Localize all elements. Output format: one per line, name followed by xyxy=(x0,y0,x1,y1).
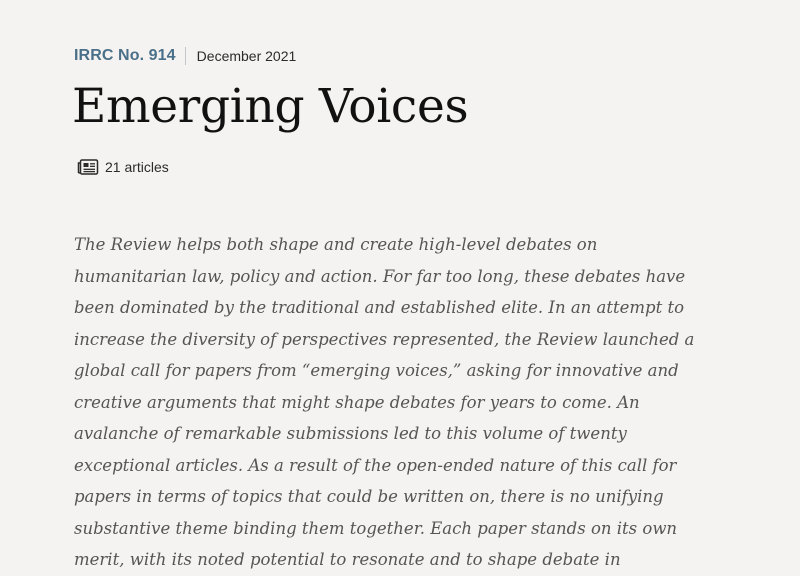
meta-divider xyxy=(185,47,186,65)
articles-count-row xyxy=(77,156,169,178)
issue-number-link[interactable]: IRRC No. 914 xyxy=(74,47,176,64)
newspaper-icon xyxy=(77,159,99,175)
page-title: Emerging Voices xyxy=(72,79,469,134)
issue-meta xyxy=(74,44,296,68)
articles-count: 21 articles xyxy=(105,159,169,175)
issue-introduction: The Review helps both shape and create high-level debates on humanitarian law, policy and action. For far too long, these debates have been dominated by the traditional and established elite. In an attempt to increase the diversity of perspectives represented, the Review launched a global call for papers from “emerging voices,” asking for innovative and creative arguments that might shape debates for years to come. An avalanche of remarkable submissions led to this volume of twenty exceptional articles. As a result of the open-ended nature of this call for papers in terms of topics that could be written on, there is no unifying substantive theme binding them together. Each paper stands on its own merit, with its noted potential to resonate and to shape debate in xyxy=(74,235,695,569)
issue-date: December 2021 xyxy=(196,48,297,64)
